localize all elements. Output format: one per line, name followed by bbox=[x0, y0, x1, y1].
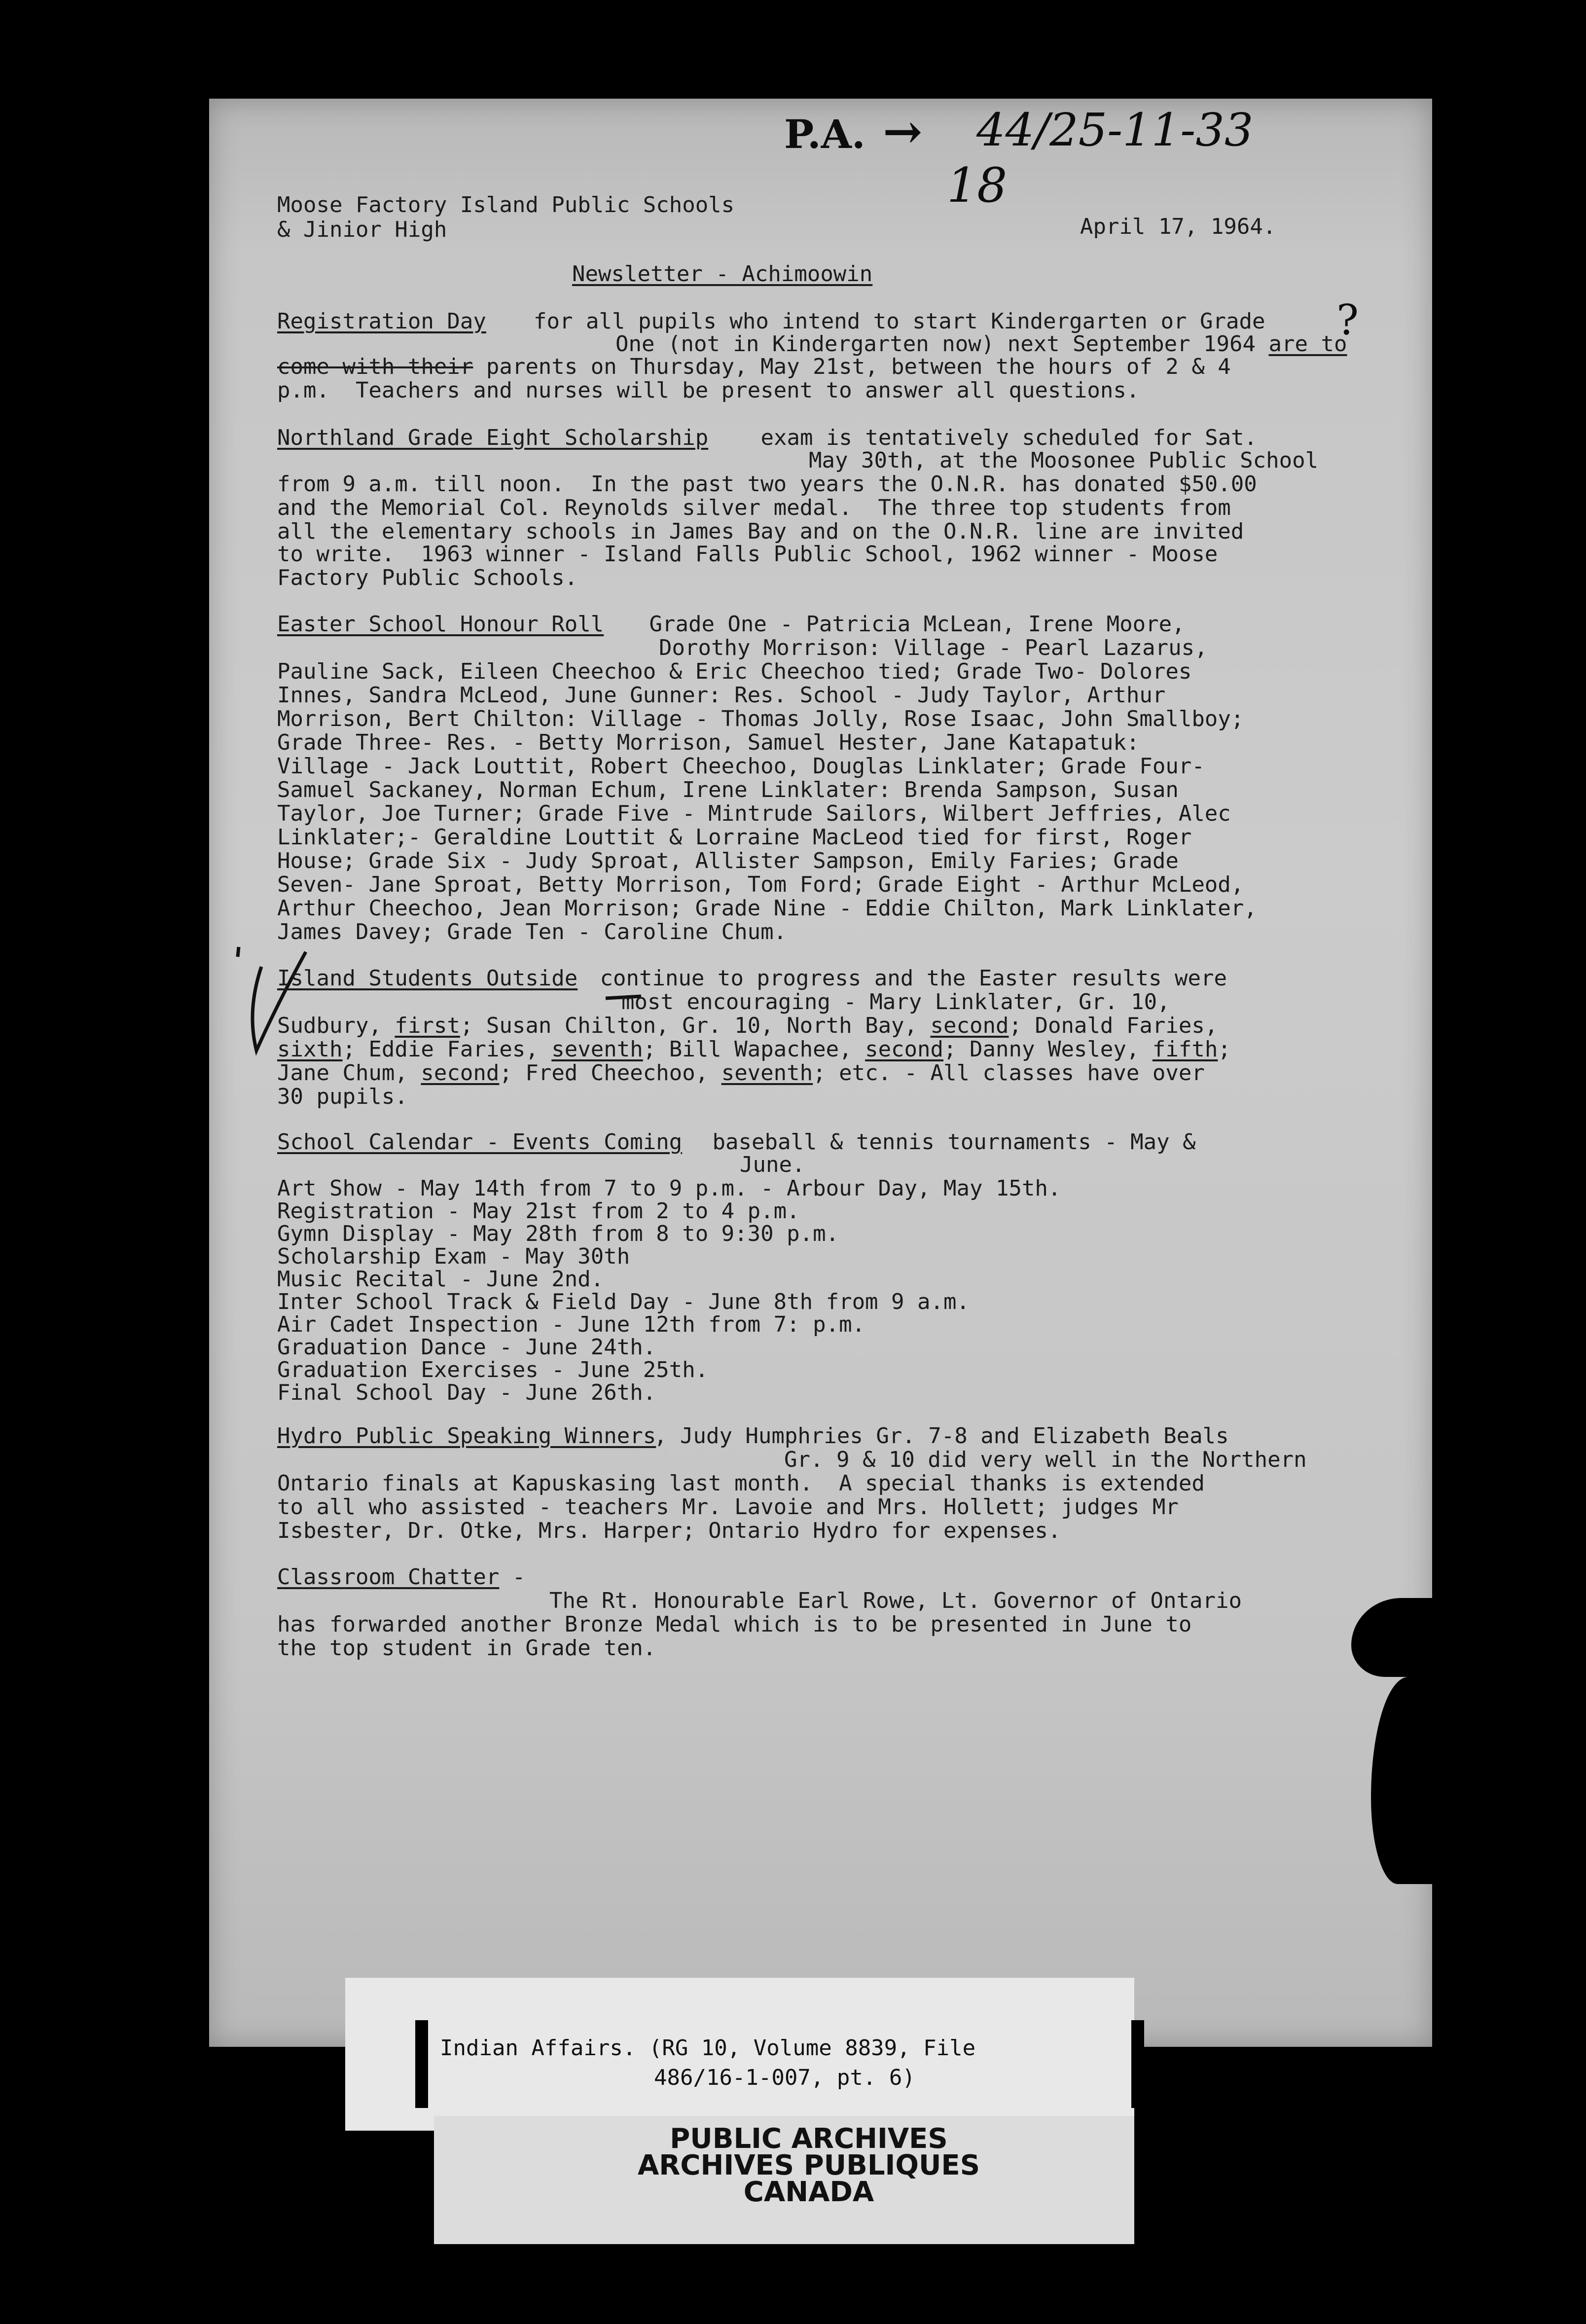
scholarship-text: from 9 a.m. till noon. In the past two years the O.N.R. has donated $50.00 bbox=[277, 472, 1257, 497]
archives-stamp bbox=[631, 2123, 986, 2208]
registration-text: p.m. Teachers and nurses will be present to answer all questions. bbox=[277, 378, 1140, 403]
outside-students-text: sixth; Eddie Faries, seventh; Bill Wapachee, second; Danny Wesley, fifth; bbox=[277, 1037, 1231, 1062]
calendar-event: Graduation Exercises - June 25th. bbox=[277, 1357, 709, 1382]
calendar-event: Art Show - May 14th from 7 to 9 p.m. - Arbour Day, May 15th. bbox=[277, 1176, 1061, 1201]
calendar-event: Registration - May 21st from 2 to 4 p.m. bbox=[277, 1198, 800, 1224]
handwritten-mark: 18 bbox=[947, 158, 1008, 213]
honour-roll-text: Pauline Sack, Eileen Cheechoo & Eric Cheechoo tied; Grade Two- Dolores bbox=[277, 659, 1192, 684]
hydro-heading: Hydro Public Speaking Winners bbox=[277, 1423, 656, 1449]
calendar-event: Gymn Display - May 28th from 8 to 9:30 p.m. bbox=[277, 1221, 839, 1246]
calendar-event: Final School Day - June 26th. bbox=[277, 1380, 656, 1405]
honour-roll-text: Dorothy Morrison: Village - Pearl Lazarus, bbox=[659, 635, 1208, 660]
honour-roll-text: Grade One - Patricia McLean, Irene Moore, bbox=[636, 612, 1185, 637]
newsletter-title: Newsletter - Achimoowin bbox=[572, 261, 873, 287]
scholarship-text: Factory Public Schools. bbox=[277, 565, 578, 590]
calendar-event: Graduation Dance - June 24th. bbox=[277, 1335, 656, 1360]
honour-roll-text: Innes, Sandra McLeod, June Gunner: Res. School - Judy Taylor, Arthur bbox=[277, 683, 1166, 708]
label-bar bbox=[1131, 2020, 1144, 2108]
hydro-text: Ontario finals at Kapuskasing last month. A special thanks is extended bbox=[277, 1471, 1205, 1496]
outside-students-text: most encouraging - Mary Linklater, Gr. 10, bbox=[621, 989, 1170, 1015]
archive-reference: 486/16-1-007, pt. 6) bbox=[654, 2065, 915, 2090]
calendar-event: Inter School Track & Field Day - June 8th from 9 a.m. bbox=[277, 1289, 970, 1314]
hydro-text: , Judy Humphries Gr. 7-8 and Elizabeth Beals bbox=[654, 1423, 1229, 1449]
calendar-text: June. bbox=[740, 1152, 805, 1177]
honour-roll-text: Linklater;- Geraldine Louttit & Lorraine MacLeod tied for first, Roger bbox=[277, 825, 1192, 850]
honour-roll-text: Taylor, Joe Turner; Grade Five - Mintrude Sailors, Wilbert Jeffries, Alec bbox=[277, 801, 1231, 826]
chatter-heading: Classroom Chatter - bbox=[277, 1564, 526, 1590]
honour-roll-text: Grade Three- Res. - Betty Morrison, Samuel Hester, Jane Katapatuk: bbox=[277, 730, 1140, 755]
registration-text: One (not in Kindergarten now) next September 1964 are to bbox=[615, 331, 1347, 357]
stamp-line: CANADA bbox=[743, 2176, 874, 2208]
honour-roll-text: Arthur Cheechoo, Jean Morrison; Grade Nine - Eddie Chilton, Mark Linklater, bbox=[277, 896, 1257, 921]
registration-heading: Registration Day bbox=[277, 309, 486, 334]
handwritten-file-number: 44/25-11-33 bbox=[976, 104, 1254, 156]
hydro-text: Gr. 9 & 10 did very well in the Northern bbox=[784, 1447, 1307, 1472]
margin-question-mark: ? bbox=[1336, 296, 1359, 344]
registration-text: for all pupils who intend to start Kindergarten or Grade bbox=[534, 309, 1265, 334]
school-name: Moose Factory Island Public Schools bbox=[277, 192, 735, 218]
calendar-heading: School Calendar - Events Coming bbox=[277, 1129, 683, 1155]
honour-roll-text: Samuel Sackaney, Norman Echum, Irene Linklater: Brenda Sampson, Susan bbox=[277, 777, 1179, 802]
honour-roll-text: Seven- Jane Sproat, Betty Morrison, Tom Ford; Grade Eight - Arthur McLeod, bbox=[277, 872, 1244, 897]
hydro-text: Isbester, Dr. Otke, Mrs. Harper; Ontario Hydro for expenses. bbox=[277, 1518, 1061, 1543]
arrow-icon: → bbox=[883, 104, 923, 159]
honour-roll-text: Village - Jack Louttit, Robert Cheechoo, Douglas Linklater; Grade Four- bbox=[277, 754, 1205, 779]
calendar-text: baseball & tennis tournaments - May & bbox=[699, 1129, 1196, 1155]
chatter-text: has forwarded another Bronze Medal which is to be presented in June to bbox=[277, 1612, 1192, 1637]
archive-reference: Indian Affairs. (RG 10, Volume 8839, File bbox=[440, 2035, 976, 2061]
chatter-text: The Rt. Honourable Earl Rowe, Lt. Governor of Ontario bbox=[549, 1588, 1242, 1613]
honour-roll-text: Morrison, Bert Chilton: Village - Thomas Jolly, Rose Isaac, John Smallboy; bbox=[277, 706, 1244, 731]
calendar-event: Music Recital - June 2nd. bbox=[277, 1267, 604, 1292]
scholarship-text: May 30th, at the Moosonee Public School bbox=[809, 448, 1319, 473]
scholarship-text: to write. 1963 winner - Island Falls Public School, 1962 winner - Moose bbox=[277, 542, 1218, 567]
outside-students-heading: Island Students Outside bbox=[277, 966, 578, 991]
label-bar bbox=[415, 2020, 428, 2108]
pa-reference: P.A. bbox=[784, 111, 865, 157]
scholarship-text: all the elementary schools in James Bay and on the O.N.R. line are invited bbox=[277, 519, 1244, 544]
outside-students-text: 30 pupils. bbox=[277, 1084, 408, 1109]
honour-roll-heading: Easter School Honour Roll bbox=[277, 612, 604, 637]
scholarship-text: exam is tentatively scheduled for Sat. bbox=[748, 425, 1258, 450]
stamp-line: ARCHIVES PUBLIQUES bbox=[637, 2149, 980, 2181]
scholarship-text: and the Memorial Col. Reynolds silver medal. The three top students from bbox=[277, 495, 1231, 520]
scholarship-heading: Northland Grade Eight Scholarship bbox=[277, 425, 709, 450]
hydro-text: to all who assisted - teachers Mr. Lavoie and Mrs. Hollett; judges Mr bbox=[277, 1494, 1179, 1520]
honour-roll-text: House; Grade Six - Judy Sproat, Allister Sampson, Emily Faries; Grade bbox=[277, 848, 1179, 873]
calendar-event: Scholarship Exam - May 30th bbox=[277, 1244, 630, 1269]
outside-students-text: Sudbury, first; Susan Chilton, Gr. 10, North Bay, second; Donald Faries, bbox=[277, 1013, 1218, 1038]
calendar-event: Air Cadet Inspection - June 12th from 7: p.m. bbox=[277, 1312, 865, 1337]
stamp-line: PUBLIC ARCHIVES bbox=[670, 2123, 948, 2155]
outside-students-text: Jane Chum, second; Fred Cheechoo, seventh; etc. - All classes have over bbox=[277, 1060, 1205, 1086]
honour-roll-text: James Davey; Grade Ten - Caroline Chum. bbox=[277, 919, 787, 944]
chatter-text: the top student in Grade ten. bbox=[277, 1635, 656, 1661]
outside-students-text: continue to progress and the Easter results were bbox=[587, 966, 1227, 991]
school-name-line2: & Jinior High bbox=[277, 217, 447, 242]
registration-text: come with their parents on Thursday, May 21st, between the hours of 2 & 4 bbox=[277, 354, 1231, 379]
document-date: April 17, 1964. bbox=[1080, 214, 1276, 239]
